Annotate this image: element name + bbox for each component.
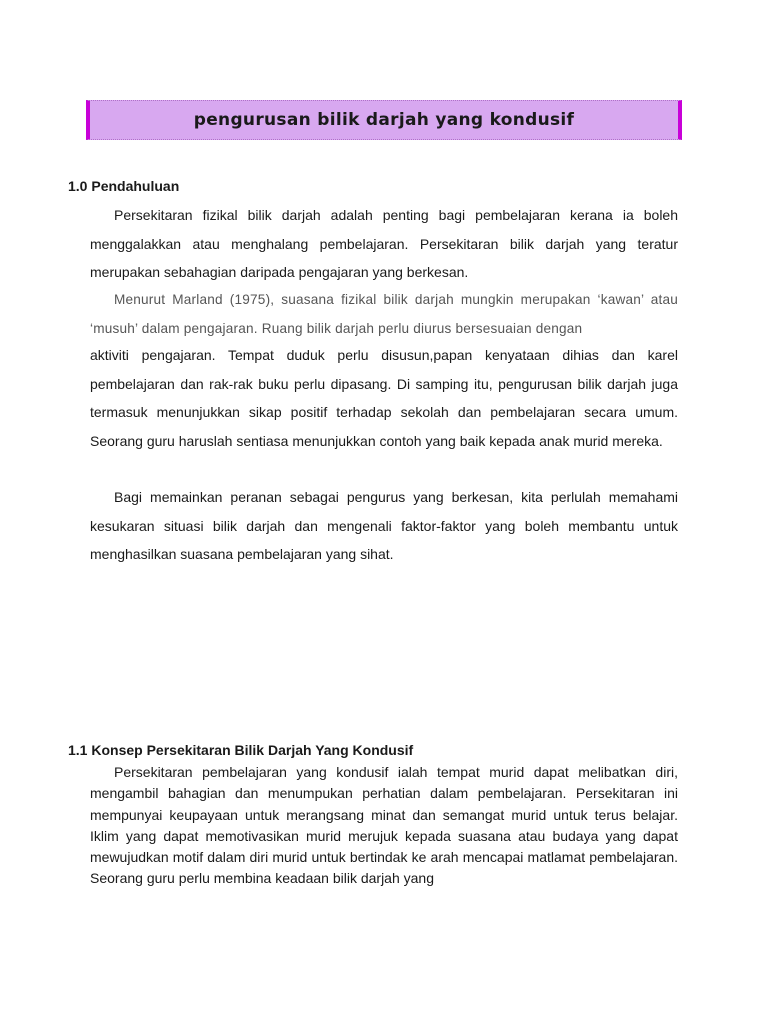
paragraph-text: Menurut Marland (1975), suasana fizikal bilik darjah mungkin merupakan ‘kawan’ atau ‘musuh’ dalam pengajaran. Ruang bilik darjah perlu diurus bersesuaian dengan: [90, 292, 678, 336]
paragraph-text: Persekitaran fizikal bilik darjah adalah penting bagi pembelajaran kerana ia boleh menggalakkan atau menghalang pembelajaran. Persekitaran bilik darjah yang teratur merupakan sebahagian daripada pengajaran yang berkesan.: [90, 207, 678, 280]
section-heading-pendahuluan: 1.0 Pendahuluan: [68, 178, 180, 194]
paragraph-text: Persekitaran pembelajaran yang kondusif ialah tempat murid dapat melibatkan diri, mengambil bahagian dan menumpukan perhatian dalam pembelajaran. Persekitaran ini mempunyai keupayaan untuk merangsang minat dan semangat murid untuk terus belajar. Iklim yang dapat memotivasikan murid merujuk kepada suasana atau budaya yang dapat mewujudkan motif dalam diri murid untuk bertindak ke arah mencapai matlamat pembelajaran. Seorang guru perlu membina keadaan bilik darjah yang: [90, 764, 678, 887]
paragraph-intro-3: [90, 341, 678, 455]
document-title: pengurusan bilik darjah yang kondusif: [193, 110, 575, 130]
section-heading-konsep: 1.1 Konsep Persekitaran Bilik Darjah Yang Kondusif: [68, 742, 414, 758]
paragraph-intro-2: [90, 286, 678, 343]
paragraph-konsep-1: [90, 762, 678, 890]
paragraph-intro-4: [90, 483, 678, 569]
paragraph-text: aktiviti pengajaran. Tempat duduk perlu disusun,papan kenyataan dihias dan karel pembelajaran dan rak-rak buku perlu dipasang. Di samping itu, pengurusan bilik darjah juga termasuk menunjukkan sikap positif terhadap sekolah dan pembelajaran secara umum. Seorang guru haruslah sentiasa menunjukkan contoh yang baik kepada anak murid mereka.: [90, 347, 678, 449]
paragraph-text: Bagi memainkan peranan sebagai pengurus yang berkesan, kita perlulah memahami kesukaran situasi bilik darjah dan mengenali faktor-faktor yang boleh membantu untuk menghasilkan suasana pembelajaran yang sihat.: [90, 489, 678, 562]
title-banner: [86, 100, 682, 140]
paragraph-intro-1: [90, 201, 678, 287]
